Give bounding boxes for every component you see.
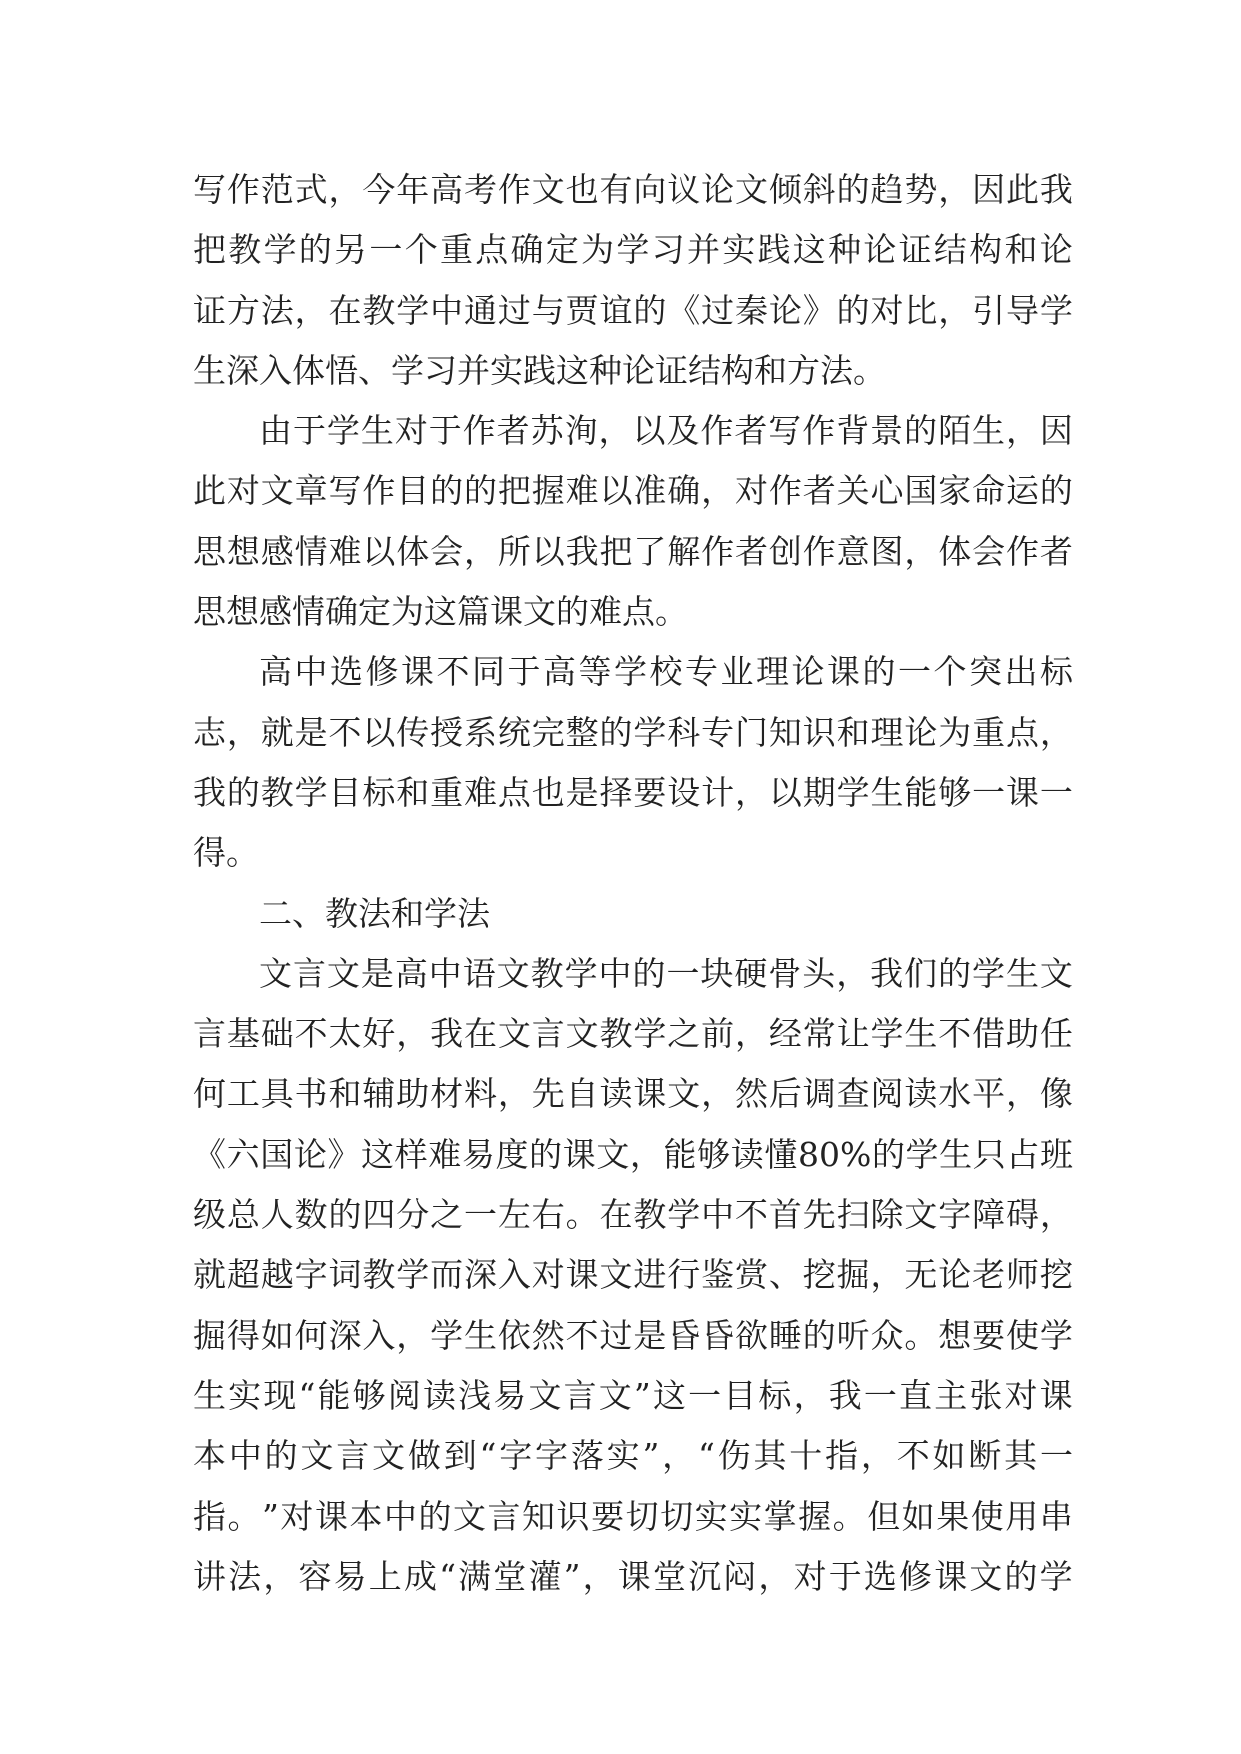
text-line: 文 言 文 是 高 中 语 文 教 学 中 的 一 块 硬 骨 头 ， 我 们 的 学 生 文 bbox=[259, 953, 1073, 993]
text-line: 讲 法 ， 容 易 上 成 “ 满 堂 灌 ” ， 课 堂 沉 闷 ， 对 于 选 修 课 文 的 学 bbox=[193, 1556, 1073, 1596]
text-line: 高 中 选 修 课 不 同 于 高 等 学 校 专 业 理 论 课 的 一 个 突 出 标 bbox=[259, 652, 1073, 692]
text-line: 把 教 学 的 另 一 个 重 点 确 定 为 学 习 并 实 践 这 种 论 证 结 构 和 论 bbox=[193, 230, 1073, 270]
text-line: 我 的 教 学 目 标 和 重 难 点 也 是 择 要 设 计 ， 以 期 学 生 能 够 一 课 一 bbox=[193, 772, 1073, 812]
text-line: 此 对 文 章 写 作 目 的 的 把 握 难 以 准 确 ， 对 作 者 关 心 国 家 命 运 的 bbox=[193, 471, 1073, 511]
text-line: 本 中 的 文 言 文 做 到 “ 字 字 落 实 ” ， “ 伤 其 十 指 ， 不 如 断 其 一 bbox=[193, 1436, 1073, 1476]
text-line bbox=[193, 582, 1073, 642]
text-line bbox=[193, 884, 1073, 944]
text-line: 由 于 学 生 对 于 作 者 苏 洵 ， 以 及 作 者 写 作 背 景 的 陌 生 ， 因 bbox=[259, 411, 1073, 451]
text-line: 掘 得 如 何 深 入 ， 学 生 依 然 不 过 是 昏 昏 欲 睡 的 听 众 。 想 要 使 学 bbox=[193, 1315, 1073, 1355]
text-line: 指 。 ” 对 课 本 中 的 文 言 知 识 要 切 切 实 实 掌 握 。 但 如 果 使 用 串 bbox=[193, 1496, 1073, 1536]
text-line: 言 基 础 不 太 好 ， 我 在 文 言 文 教 学 之 前 ， 经 常 让 学 生 不 借 助 任 bbox=[193, 1014, 1073, 1054]
text-line: 级 总 人 数 的 四 分 之 一 左 右 。 在 教 学 中 不 首 先 扫 除 文 字 障 碍 ， bbox=[193, 1195, 1073, 1235]
text-line: 《 六 国 论 》 这 样 难 易 度 的 课 文 ， 能 够 读 懂 80% 的 学 生 只 占 班 bbox=[193, 1134, 1073, 1174]
text-line bbox=[193, 823, 1073, 883]
text-line: 证 方 法 ， 在 教 学 中 通 过 与 贾 谊 的 《 过 秦 论 》 的 对 比 ， 引 导 学 bbox=[193, 290, 1073, 330]
text-line-content: 思想感情确定为这篇课文的难点。 bbox=[193, 592, 688, 632]
text-line: 写 作 范 式 ， 今 年 高 考 作 文 也 有 向 议 论 文 倾 斜 的 趋 势 ， 因 此 我 bbox=[193, 170, 1073, 209]
text-line-content: 生深入体悟、学习并实践这种论证结构和方法。 bbox=[193, 350, 886, 390]
text-line: 生 实 现 “ 能 够 阅 读 浅 易 文 言 文 ” 这 一 目 标 ， 我 一 直 主 张 对 课 bbox=[193, 1375, 1073, 1415]
body-text bbox=[193, 160, 1073, 1607]
text-line-content: 得。 bbox=[193, 833, 259, 873]
text-line bbox=[193, 341, 1073, 401]
text-line: 何 工 具 书 和 辅 助 材 料 ， 先 自 读 课 文 ， 然 后 调 查 阅 读 水 平 ， 像 bbox=[193, 1074, 1073, 1114]
text-line: 志 ， 就 是 不 以 传 授 系 统 完 整 的 学 科 专 门 知 识 和 理 论 为 重 点 ， bbox=[193, 712, 1073, 752]
text-line: 就 超 越 字 词 教 学 而 深 入 对 课 文 进 行 鉴 赏 、 挖 掘 ， 无 论 老 师 挖 bbox=[193, 1255, 1073, 1295]
text-line-content: 二、教法和学法 bbox=[259, 893, 490, 933]
text-line: 思 想 感 情 难 以 体 会 ， 所 以 我 把 了 解 作 者 创 作 意 图 ， 体 会 作 者 bbox=[193, 531, 1073, 571]
